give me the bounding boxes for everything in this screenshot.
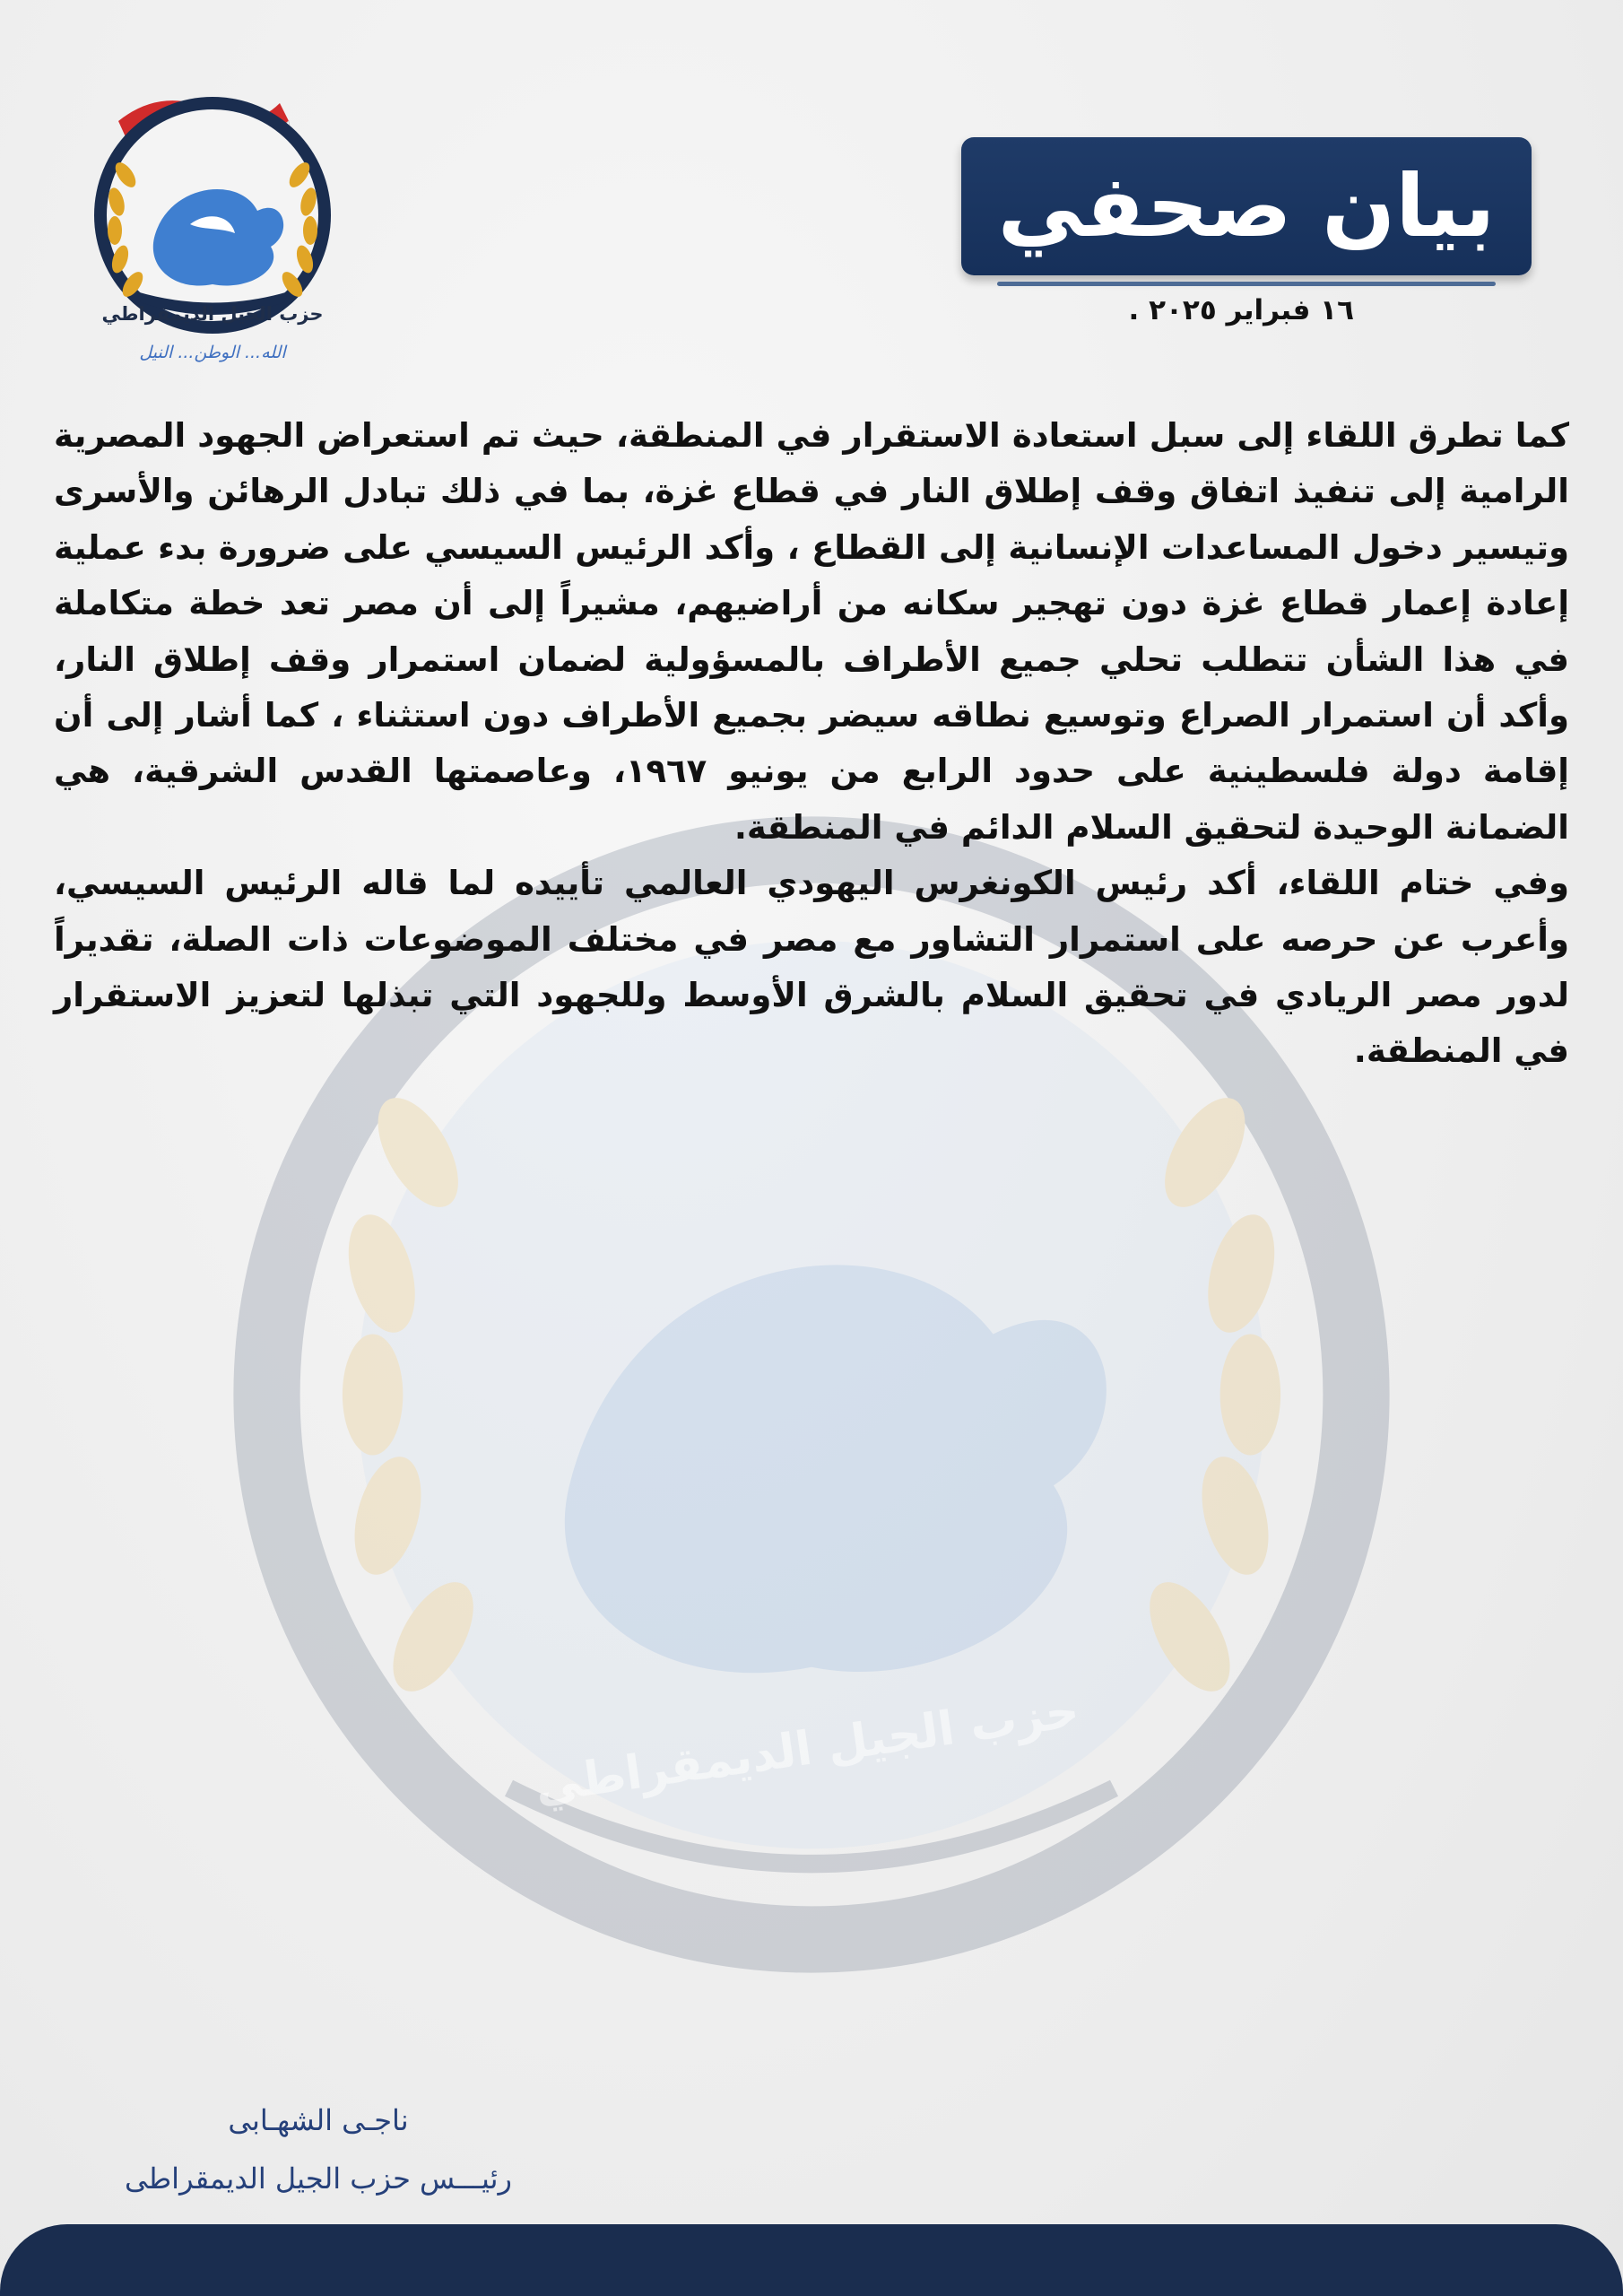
watermark-text: حزب الجيل الديمقراطي — [531, 1683, 1083, 1814]
logo-party-name: حزب الجيل الديمقراطي — [101, 303, 324, 325]
paragraph-1: كما تطرق اللقاء إلى سبل استعادة الاستقرار في المنطقة، حيث تم استعراض الجهود المصرية الرامية إلى تنفيذ اتفاق وقف إطلاق النار في قطاع غزة، بما في ذلك تبادل الرهائن والأسرى وتيسير دخول المساعدات الإنسانية إلى القطاع ، وأكد الرئيس السيسي على ضرورة بدء عملية إعادة إعمار قطاع غزة دون تهجير سكانه من أراضيهم، مشيراً إلى أن مصر تعد خطة متكاملة في هذا الشأن تتطلب تحلي جميع الأطراف بالمسؤولية لضمان استمرار وقف إطلاق النار، وأكد أن استمرار الصراع وتوسيع نطاقه سيضر بجميع الأطراف دون استثناء ، كما أشار إلى أن إقامة دولة فلسطينية على حدود الرابع من يونيو ١٩٦٧، وعاصمتها القدس الشرقية، هي الضمانة الوحيدة لتحقيق السلام الدائم في المنطقة. — [54, 416, 1569, 847]
page-title: بيان صحفي — [997, 156, 1496, 257]
statement-body — [54, 408, 1569, 1215]
footer-bar — [0, 2224, 1623, 2296]
party-logo — [82, 67, 343, 372]
paragraph-2: وفي ختام اللقاء، أكد رئيس الكونغرس اليهودي العالمي تأييده لما قاله الرئيس السيسي، وأعرب عن حرصه على استمرار التشاور مع مصر في مختلف الموضوعات ذات الصلة، تقديراً لدور مصر الريادي في تحقيق السلام بالشرق الأوسط وللجهود التي تبذلها لتعزيز الاستقرار في المنطقة. — [54, 864, 1569, 1071]
title-banner — [961, 137, 1532, 275]
statement-date: ١٦ فبراير ٢٠٢٥ . — [1128, 294, 1354, 326]
signatory-title: رئيـــس حزب الجيل الديمقراطى — [125, 2161, 512, 2196]
signatory-name: ناجـى الشهـابى — [228, 2103, 409, 2137]
logo-slogan: الله... الوطن... النيل — [139, 343, 286, 362]
